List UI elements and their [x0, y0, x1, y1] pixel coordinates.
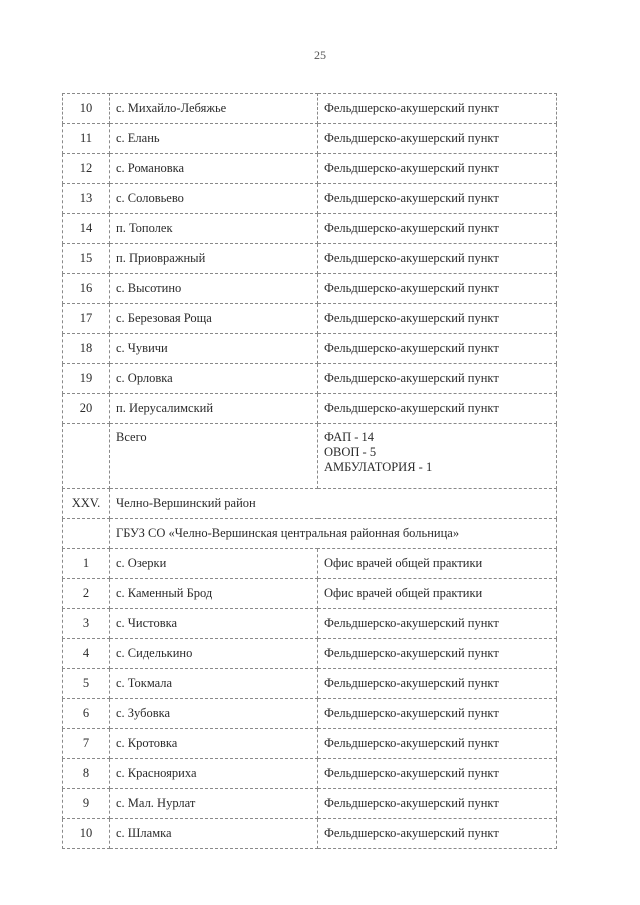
settlement-name: с. Каменный Брод [110, 579, 318, 609]
row-number: 17 [63, 304, 110, 334]
facility-type: Фельдшерско-акушерский пункт [318, 394, 557, 424]
facility-type: Фельдшерско-акушерский пункт [318, 244, 557, 274]
facility-type: Фельдшерско-акушерский пункт [318, 334, 557, 364]
total-row [63, 424, 557, 489]
institution-row [63, 519, 557, 549]
settlement-name: с. Кротовка [110, 729, 318, 759]
table-row [63, 729, 557, 759]
row-number: 20 [63, 394, 110, 424]
row-number: 6 [63, 699, 110, 729]
institution-title: ГБУЗ СО «Челно-Вершинская центральная районная больница» [110, 519, 557, 549]
row-number: 7 [63, 729, 110, 759]
table-row [63, 699, 557, 729]
settlement-name: с. Чистовка [110, 609, 318, 639]
facility-type: Фельдшерско-акушерский пункт [318, 609, 557, 639]
table-row [63, 759, 557, 789]
table-row [63, 334, 557, 364]
section-row [63, 489, 557, 519]
settlement-name: с. Шламка [110, 819, 318, 849]
page-number: 25 [314, 48, 326, 62]
total-num-cell [63, 424, 110, 489]
institution-num-cell [63, 519, 110, 549]
row-number: 18 [63, 334, 110, 364]
row-number: 3 [63, 609, 110, 639]
settlement-name: с. Сиделькино [110, 639, 318, 669]
row-number: 9 [63, 789, 110, 819]
total-line: ФАП - 14 [324, 430, 375, 444]
table-row [63, 124, 557, 154]
facility-type: Фельдшерско-акушерский пункт [318, 214, 557, 244]
row-number: 10 [63, 94, 110, 124]
table-row [63, 394, 557, 424]
row-number: 2 [63, 579, 110, 609]
row-number: 4 [63, 639, 110, 669]
row-number: 10 [63, 819, 110, 849]
row-number: 19 [63, 364, 110, 394]
settlement-name: п. Приовражный [110, 244, 318, 274]
settlement-name: с. Орловка [110, 364, 318, 394]
settlement-name: с. Токмала [110, 669, 318, 699]
row-number: 8 [63, 759, 110, 789]
facility-type: Фельдшерско-акушерский пункт [318, 304, 557, 334]
row-number: 11 [63, 124, 110, 154]
row-number: 13 [63, 184, 110, 214]
settlement-name: с. Соловьево [110, 184, 318, 214]
facility-type: Фельдшерско-акушерский пункт [318, 639, 557, 669]
facility-type: Офис врачей общей практики [318, 549, 557, 579]
table-row [63, 364, 557, 394]
row-number: 14 [63, 214, 110, 244]
facility-type: Фельдшерско-акушерский пункт [318, 699, 557, 729]
total-line: АМБУЛАТОРИЯ - 1 [324, 460, 433, 474]
section-title: Челно-Вершинский район [110, 489, 557, 519]
facility-type: Фельдшерско-акушерский пункт [318, 154, 557, 184]
table-row [63, 579, 557, 609]
table-row [63, 789, 557, 819]
facility-type: Фельдшерско-акушерский пункт [318, 184, 557, 214]
facility-type: Фельдшерско-акушерский пункт [318, 819, 557, 849]
facility-type: Фельдшерско-акушерский пункт [318, 274, 557, 304]
total-values [318, 424, 557, 489]
facility-type: Фельдшерско-акушерский пункт [318, 669, 557, 699]
settlement-name: с. Чувичи [110, 334, 318, 364]
row-number: 15 [63, 244, 110, 274]
section-number: XXV. [63, 489, 110, 519]
table-row [63, 639, 557, 669]
facility-type: Фельдшерско-акушерский пункт [318, 364, 557, 394]
table-row [63, 304, 557, 334]
table-row [63, 214, 557, 244]
table-row [63, 274, 557, 304]
settlement-name: п. Тополек [110, 214, 318, 244]
facility-type: Фельдшерско-акушерский пункт [318, 124, 557, 154]
table-row [63, 669, 557, 699]
settlement-name: с. Краснояриха [110, 759, 318, 789]
row-number: 5 [63, 669, 110, 699]
row-number: 16 [63, 274, 110, 304]
table-row [63, 549, 557, 579]
settlement-name: п. Иерусалимский [110, 394, 318, 424]
facility-type: Фельдшерско-акушерский пункт [318, 94, 557, 124]
total-label: Всего [110, 424, 318, 489]
facilities-table [62, 93, 557, 849]
settlement-name: с. Мал. Нурлат [110, 789, 318, 819]
table-row [63, 94, 557, 124]
row-number: 1 [63, 549, 110, 579]
settlement-name: с. Михайло-Лебяжье [110, 94, 318, 124]
facility-type: Фельдшерско-акушерский пункт [318, 759, 557, 789]
table-row [63, 819, 557, 849]
settlement-name: с. Высотино [110, 274, 318, 304]
settlement-name: с. Романовка [110, 154, 318, 184]
settlement-name: с. Озерки [110, 549, 318, 579]
settlement-name: с. Березовая Роща [110, 304, 318, 334]
table-row [63, 184, 557, 214]
facility-type: Фельдшерско-акушерский пункт [318, 729, 557, 759]
facility-type: Офис врачей общей практики [318, 579, 557, 609]
table-row [63, 154, 557, 184]
row-number: 12 [63, 154, 110, 184]
total-line: ОВОП - 5 [324, 445, 377, 459]
settlement-name: с. Зубовка [110, 699, 318, 729]
table-row [63, 244, 557, 274]
facility-type: Фельдшерско-акушерский пункт [318, 789, 557, 819]
table-row [63, 609, 557, 639]
settlement-name: с. Елань [110, 124, 318, 154]
